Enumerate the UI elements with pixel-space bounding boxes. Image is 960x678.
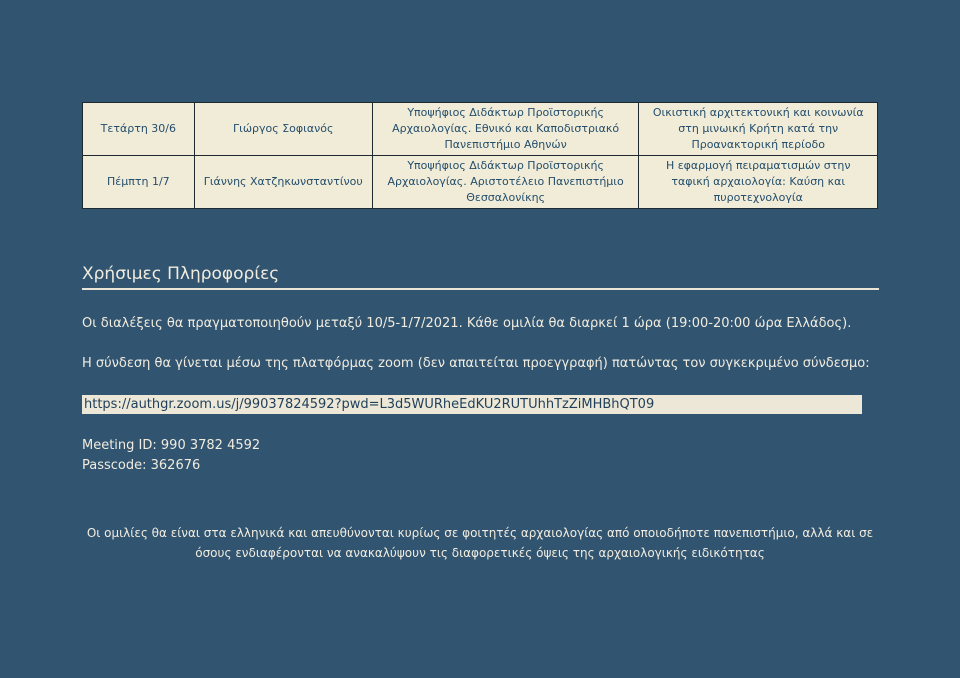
lecture-date: Πέμπτη 1/7 bbox=[83, 156, 195, 209]
connection-paragraph: Η σύνδεση θα γίνεται μέσω της πλατφόρμας zoom (δεν απαιτείται προεγγραφή) πατώντας τον συγκεκριμένο σύνδεσμο: bbox=[82, 356, 870, 371]
meeting-passcode: Passcode: 362676 bbox=[82, 458, 201, 473]
dates-paragraph: Οι διαλέξεις θα πραγματοποιηθούν μεταξύ 10/5-1/7/2021. Κάθε ομιλία θα διαρκεί 1 ώρα (19:00-20:00 ώρα Ελλάδος). bbox=[82, 316, 852, 331]
section-title: Χρήσιμες Πληροφορίες bbox=[82, 264, 280, 284]
meeting-id: Meeting ID: 990 3782 4592 bbox=[82, 438, 261, 453]
speaker-name: Γιώργος Σοφιανός bbox=[194, 103, 372, 156]
speaker-name: Γιάννης Χατζηκωνσταντίνου bbox=[194, 156, 372, 209]
section-divider bbox=[82, 288, 879, 290]
lecture-schedule-table bbox=[82, 102, 878, 209]
audience-note-line: όσους ενδιαφέρονται να ανακαλύψουν τις διαφορετικές όψεις της αρχαιολογικής ειδικότητας bbox=[195, 546, 765, 560]
lecture-date: Τετάρτη 30/6 bbox=[83, 103, 195, 156]
zoom-link[interactable]: https://authgr.zoom.us/j/99037824592?pwd=L3d5WURheEdKU2RUTUhhTzZiMHBhQT09 bbox=[82, 395, 862, 414]
audience-note bbox=[0, 523, 960, 563]
lecture-topic: Οικιστική αρχιτεκτονική και κοινωνία στη μινωική Κρήτη κατά την Προανακτορική περίοδο bbox=[639, 103, 878, 156]
audience-note-line: Οι ομιλίες θα είναι στα ελληνικά και απευθύνονται κυρίως σε φοιτητές αρχαιολογίας από οποιοδήποτε πανεπιστήμιο, αλλά και σε bbox=[86, 526, 874, 540]
speaker-affiliation: Υποψήφιος Διδάκτωρ Προϊστορικής Αρχαιολογίας. Αριστοτέλειο Πανεπιστήμιο Θεσσαλονίκης bbox=[372, 156, 639, 209]
speaker-affiliation: Υποψήφιος Διδάκτωρ Προϊστορικής Αρχαιολογίας. Εθνικό και Καποδιστριακό Πανεπιστήμιο Αθηνών bbox=[372, 103, 639, 156]
table-row bbox=[83, 103, 878, 156]
lecture-topic: Η εφαρμογή πειραματισμών στην ταφική αρχαιολογία: Καύση και πυροτεχνολογία bbox=[639, 156, 878, 209]
meeting-details bbox=[82, 436, 260, 476]
table-row bbox=[83, 156, 878, 209]
